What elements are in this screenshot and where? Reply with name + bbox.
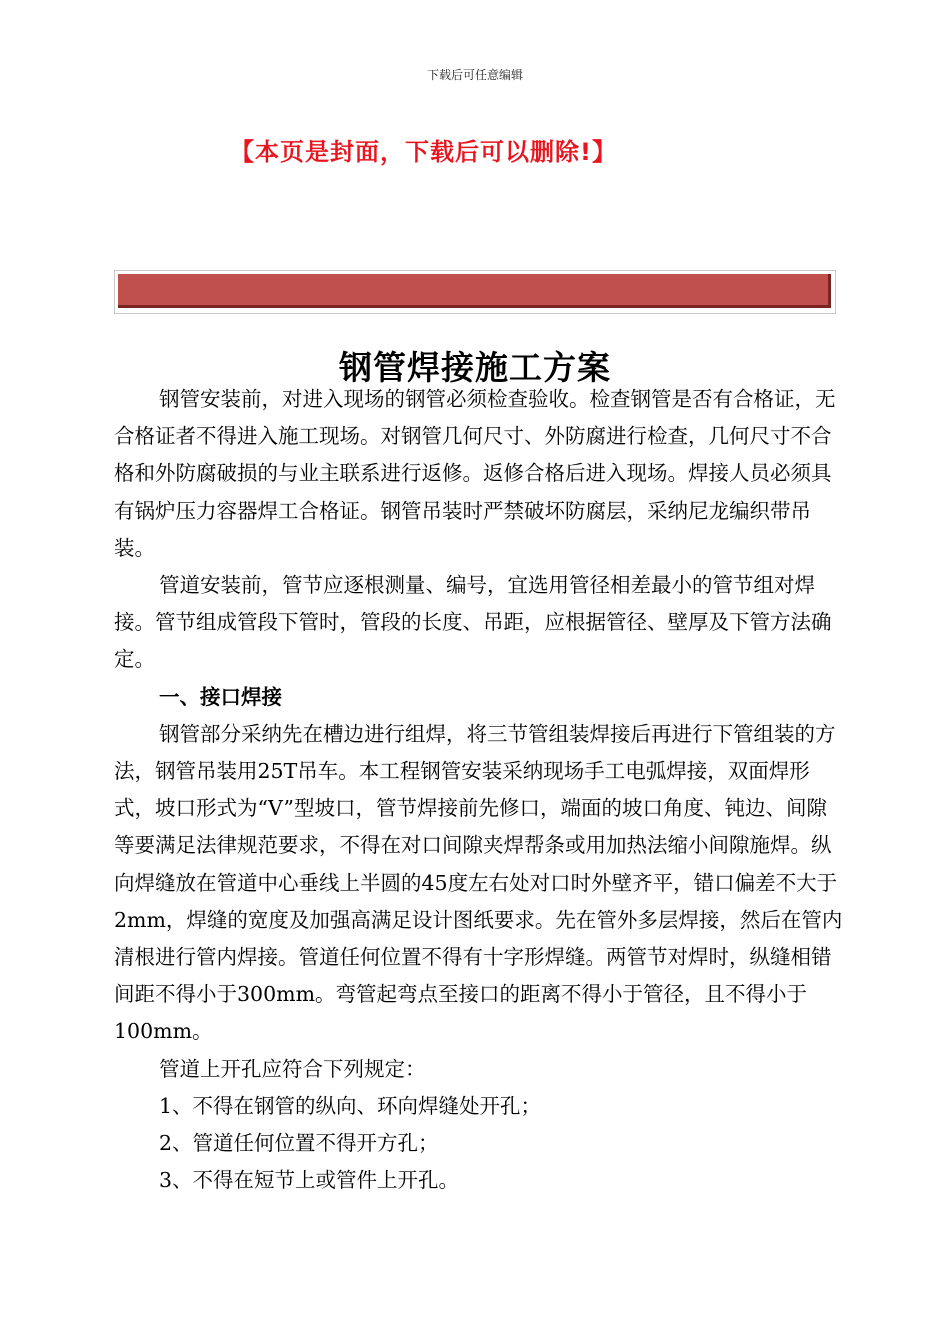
section-heading: 一、接口焊接 <box>159 684 282 709</box>
document-title: 钢管焊接施工方案 <box>339 348 611 387</box>
paragraph-installation: 管道安装前，管节应逐根测量、编号，宜选用管径相差最小的管节组对焊接。管节组成管段下管时，管段的长度、吊距，应根据管径、壁厚及下管方法确定。 <box>114 573 832 672</box>
paragraph-opening-rules: 管道上开孔应符合下列规定： <box>159 1056 426 1081</box>
paragraph-welding: 钢管部分采纳先在槽边进行组焊，将三节管组装焊接后再进行下管组装的方法，钢管吊装用25T吊车。本工程钢管安装采纳现场手工电弧焊接，双面焊形式，坡口形式为“V”型坡口，管节焊接前先修口，端面的坡口角度、钝边、间隙等要满足法律规范要求，不得在对口间隙夹焊帮条或用加热法缩小间隙施焊。纵向焊缝放在管道中心垂线上半圆的45度左右处对口时外壁齐平，错口偏差不大于2mm，焊缝的宽度及加强高满足设计图纸要求。先在管外多层焊接，然后在管内清根进行管内焊接。管道任何位置不得有十字形焊缝。两管节对焊时，纵缝相错间距不得小于300mm。弯管起弯点至接口的距离不得小于管径，且不得小于100mm。 <box>114 721 843 1044</box>
decorative-banner <box>118 274 831 308</box>
rule-item: 2、管道任何位置不得开方孔； <box>159 1131 439 1156</box>
paragraph-inspection: 钢管安装前，对进入现场的钢管必须检查验收。检查钢管是否有合格证，无合格证者不得进入施工现场。对钢管几何尺寸、外防腐进行检查，几何尺寸不合格和外防腐破损的与业主联系进行返修。返修合格后进入现场。焊接人员必须具有锅炉压力容器焊工合格证。钢管吊装时严禁破坏防腐层，采纳尼龙编织带吊装。 <box>114 387 836 560</box>
document-body <box>114 381 844 1199</box>
header-note: 下载后可任意编辑 <box>426 68 523 82</box>
rule-item: 3、不得在短节上或管件上开孔。 <box>159 1168 460 1193</box>
rule-item: 1、不得在钢管的纵向、环向焊缝处开孔； <box>159 1093 542 1118</box>
cover-note: 【本页是封面，下载后可以删除!】 <box>230 138 617 166</box>
